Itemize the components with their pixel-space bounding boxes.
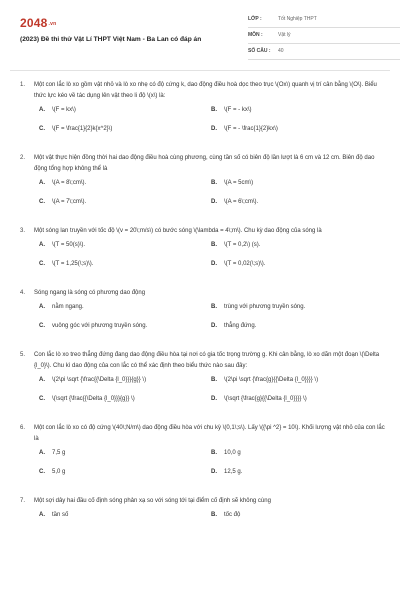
question-item bbox=[20, 350, 385, 413]
option-letter: D. bbox=[211, 469, 217, 475]
answer-option[interactable] bbox=[39, 240, 211, 251]
info-label: MÔN : bbox=[248, 32, 263, 38]
option-letter: C. bbox=[39, 323, 45, 329]
question-number: 2. bbox=[20, 155, 26, 161]
question-item bbox=[20, 496, 385, 529]
option-letter: A. bbox=[39, 377, 45, 383]
logo-tld: .vn bbox=[48, 21, 57, 27]
answer-option[interactable] bbox=[211, 105, 383, 116]
answer-options bbox=[20, 302, 385, 340]
question-stem bbox=[20, 80, 385, 102]
option-letter: D. bbox=[211, 199, 217, 205]
option-text: \(A = 5cm\) bbox=[224, 180, 254, 186]
option-letter: D. bbox=[211, 323, 217, 329]
option-letter: C. bbox=[39, 396, 45, 402]
answer-option[interactable] bbox=[39, 178, 211, 189]
question-number: 4. bbox=[20, 290, 26, 296]
option-text: trùng với phương truyền sóng. bbox=[224, 304, 306, 310]
exam-title: (2023) Đề thi thử Vật Lí THPT Việt Nam - Ba Lan có đáp án bbox=[20, 36, 202, 43]
answer-option[interactable] bbox=[211, 302, 383, 313]
option-letter: C. bbox=[39, 469, 45, 475]
answer-option[interactable] bbox=[211, 259, 383, 270]
info-value: Vật lý bbox=[278, 32, 291, 38]
info-value: Tốt Nghiệp THPT bbox=[278, 16, 317, 22]
question-text: Một con lắc lò xo có độ cứng \(40\;N/m\) dao động điều hòa với chu kỳ \(0,1\;s\). Lấy \({\pi ^2} = 10\). Khối lượng vật nhỏ của con lắc là bbox=[34, 425, 385, 442]
answer-option[interactable] bbox=[39, 259, 211, 270]
question-text: Con lắc lò xo treo thẳng đứng đang dao động điều hòa tại nơi có gia tốc trọng trường g. Khi cân bằng, lò xo dãn một đoạn \(\Delta {l_0}\). Chu kì dao động của con lắc có thể xác định theo biểu thức nào sau đây: bbox=[34, 352, 380, 369]
answer-option[interactable] bbox=[39, 321, 211, 332]
answer-option[interactable] bbox=[211, 240, 383, 251]
option-text: vuông góc với phương truyền sóng. bbox=[52, 323, 148, 329]
option-text: \(2\pi \sqrt {\frac{{\Delta {l_0}}}{g}} \) bbox=[52, 377, 147, 383]
info-label: LỚP : bbox=[248, 16, 262, 22]
question-item bbox=[20, 80, 385, 143]
site-logo[interactable] bbox=[20, 16, 56, 30]
option-text: \(F = \frac{1}{2}k{x^2}\) bbox=[52, 126, 113, 132]
info-row-class bbox=[248, 12, 400, 28]
answer-option[interactable] bbox=[211, 467, 383, 478]
question-stem bbox=[20, 423, 385, 445]
answer-option[interactable] bbox=[39, 467, 211, 478]
exam-info-panel bbox=[248, 12, 400, 60]
option-letter: A. bbox=[39, 304, 45, 310]
option-letter: D. bbox=[211, 126, 217, 132]
option-text: 10,0 g bbox=[224, 450, 241, 456]
answer-option[interactable] bbox=[39, 394, 211, 405]
header-divider bbox=[10, 70, 390, 71]
answer-option[interactable] bbox=[39, 124, 211, 135]
question-stem bbox=[20, 226, 385, 237]
option-text: \(\sqrt {\frac{g}{{\Delta {l_0}}}} \) bbox=[224, 396, 307, 402]
option-text: tốc độ bbox=[224, 512, 241, 518]
answer-option[interactable] bbox=[211, 178, 383, 189]
answer-options bbox=[20, 448, 385, 486]
answer-options bbox=[20, 105, 385, 143]
option-text: \(\sqrt {\frac{{\Delta {l_0}}}{g}} \) bbox=[52, 396, 135, 402]
question-stem bbox=[20, 350, 385, 372]
question-number: 6. bbox=[20, 425, 26, 431]
option-text: tần số bbox=[52, 512, 69, 518]
option-letter: A. bbox=[39, 180, 45, 186]
option-text: \(A = 6\;cm\). bbox=[224, 199, 259, 205]
question-text: Một con lắc lò xo gồm vật nhỏ và lò xo nhẹ có độ cứng k, dao động điều hoà dọc theo trục \(Ox\) quanh vị trí cân bằng \(O\). Biểu thức lực kéo về tác dụng lên vật theo li độ \(x\) là: bbox=[34, 82, 377, 99]
answer-option[interactable] bbox=[211, 321, 383, 332]
answer-option[interactable] bbox=[211, 375, 383, 386]
answer-option[interactable] bbox=[211, 197, 383, 208]
answer-option[interactable] bbox=[39, 448, 211, 459]
question-text: Sóng ngang là sóng có phương dao động bbox=[34, 290, 146, 296]
option-text: \(2\pi \sqrt {\frac{g}{{\Delta {l_0}}}} \) bbox=[224, 377, 319, 383]
option-letter: A. bbox=[39, 450, 45, 456]
option-text: nằm ngang. bbox=[52, 304, 84, 310]
option-text: \(F = - kx\) bbox=[224, 107, 252, 113]
question-text: Một sợi dây hai đầu cố định sóng phản xạ so với sóng tới tại điểm cố định sẽ không cùng bbox=[34, 498, 271, 504]
option-letter: A. bbox=[39, 107, 45, 113]
logo-main: 2048 bbox=[20, 16, 48, 30]
answer-options bbox=[20, 240, 385, 278]
answer-option[interactable] bbox=[39, 302, 211, 313]
option-letter: B. bbox=[211, 107, 217, 113]
option-letter: B. bbox=[211, 377, 217, 383]
answer-options bbox=[20, 375, 385, 413]
header bbox=[20, 6, 382, 64]
question-item bbox=[20, 288, 385, 340]
answer-option[interactable] bbox=[39, 197, 211, 208]
option-letter: A. bbox=[39, 512, 45, 518]
question-number: 5. bbox=[20, 352, 26, 358]
question-text: Một vật thực hiện đồng thời hai dao động điều hoà cùng phương, cùng tần số có biên độ lần lượt là 6 cm và 12 cm. Biên độ dao động tổng hợp không thể là bbox=[34, 155, 375, 172]
info-row-subject bbox=[248, 28, 400, 44]
option-text: 12,5 g. bbox=[224, 469, 243, 475]
info-label: SỐ CÂU : bbox=[248, 48, 271, 54]
question-list bbox=[20, 80, 385, 539]
info-value: 40 bbox=[278, 48, 284, 54]
option-letter: C. bbox=[39, 199, 45, 205]
question-item bbox=[20, 423, 385, 486]
question-item bbox=[20, 153, 385, 216]
option-letter: D. bbox=[211, 261, 217, 267]
answer-option[interactable] bbox=[39, 105, 211, 116]
question-stem bbox=[20, 153, 385, 175]
option-text: 7,5 g bbox=[52, 450, 66, 456]
question-item bbox=[20, 226, 385, 278]
option-text: \(T = 0,2\) (s). bbox=[224, 242, 261, 248]
info-row-question-count bbox=[248, 44, 400, 60]
option-letter: D. bbox=[211, 396, 217, 402]
option-text: \(T = 1,25(\;s)\). bbox=[52, 261, 94, 267]
question-stem bbox=[20, 496, 385, 507]
option-letter: B. bbox=[211, 304, 217, 310]
answer-option[interactable] bbox=[39, 375, 211, 386]
answer-options bbox=[20, 178, 385, 216]
option-text: thẳng đứng. bbox=[224, 323, 257, 329]
question-stem bbox=[20, 288, 385, 299]
option-letter: B. bbox=[211, 512, 217, 518]
option-letter: C. bbox=[39, 126, 45, 132]
option-text: 5,0 g bbox=[52, 469, 66, 475]
question-number: 7. bbox=[20, 498, 26, 504]
question-number: 3. bbox=[20, 228, 26, 234]
option-text: \(T = 0,02(\;s)\). bbox=[224, 261, 266, 267]
answer-option[interactable] bbox=[211, 394, 383, 405]
option-text: \(A = 7\;cm\). bbox=[52, 199, 87, 205]
option-letter: B. bbox=[211, 242, 217, 248]
question-number: 1. bbox=[20, 82, 26, 88]
option-text: \(F = - \frac{1}{2}kx\) bbox=[224, 126, 278, 132]
answer-option[interactable] bbox=[39, 510, 211, 521]
option-letter: C. bbox=[39, 261, 45, 267]
answer-option[interactable] bbox=[211, 510, 383, 521]
answer-option[interactable] bbox=[211, 448, 383, 459]
option-text: \(F = kx\) bbox=[52, 107, 76, 113]
option-text: \(A = 8\;cm\). bbox=[52, 180, 87, 186]
option-letter: B. bbox=[211, 450, 217, 456]
answer-option[interactable] bbox=[211, 124, 383, 135]
option-letter: A. bbox=[39, 242, 45, 248]
option-text: \(T = 50(s)\). bbox=[52, 242, 86, 248]
answer-options bbox=[20, 510, 385, 529]
option-letter: B. bbox=[211, 180, 217, 186]
question-text: Một sóng lan truyền với tốc độ \(v = 20\;m/s\) có bước sóng \(\lambda = 4\;m\). Chu kỳ dao động của sóng là bbox=[34, 228, 322, 234]
